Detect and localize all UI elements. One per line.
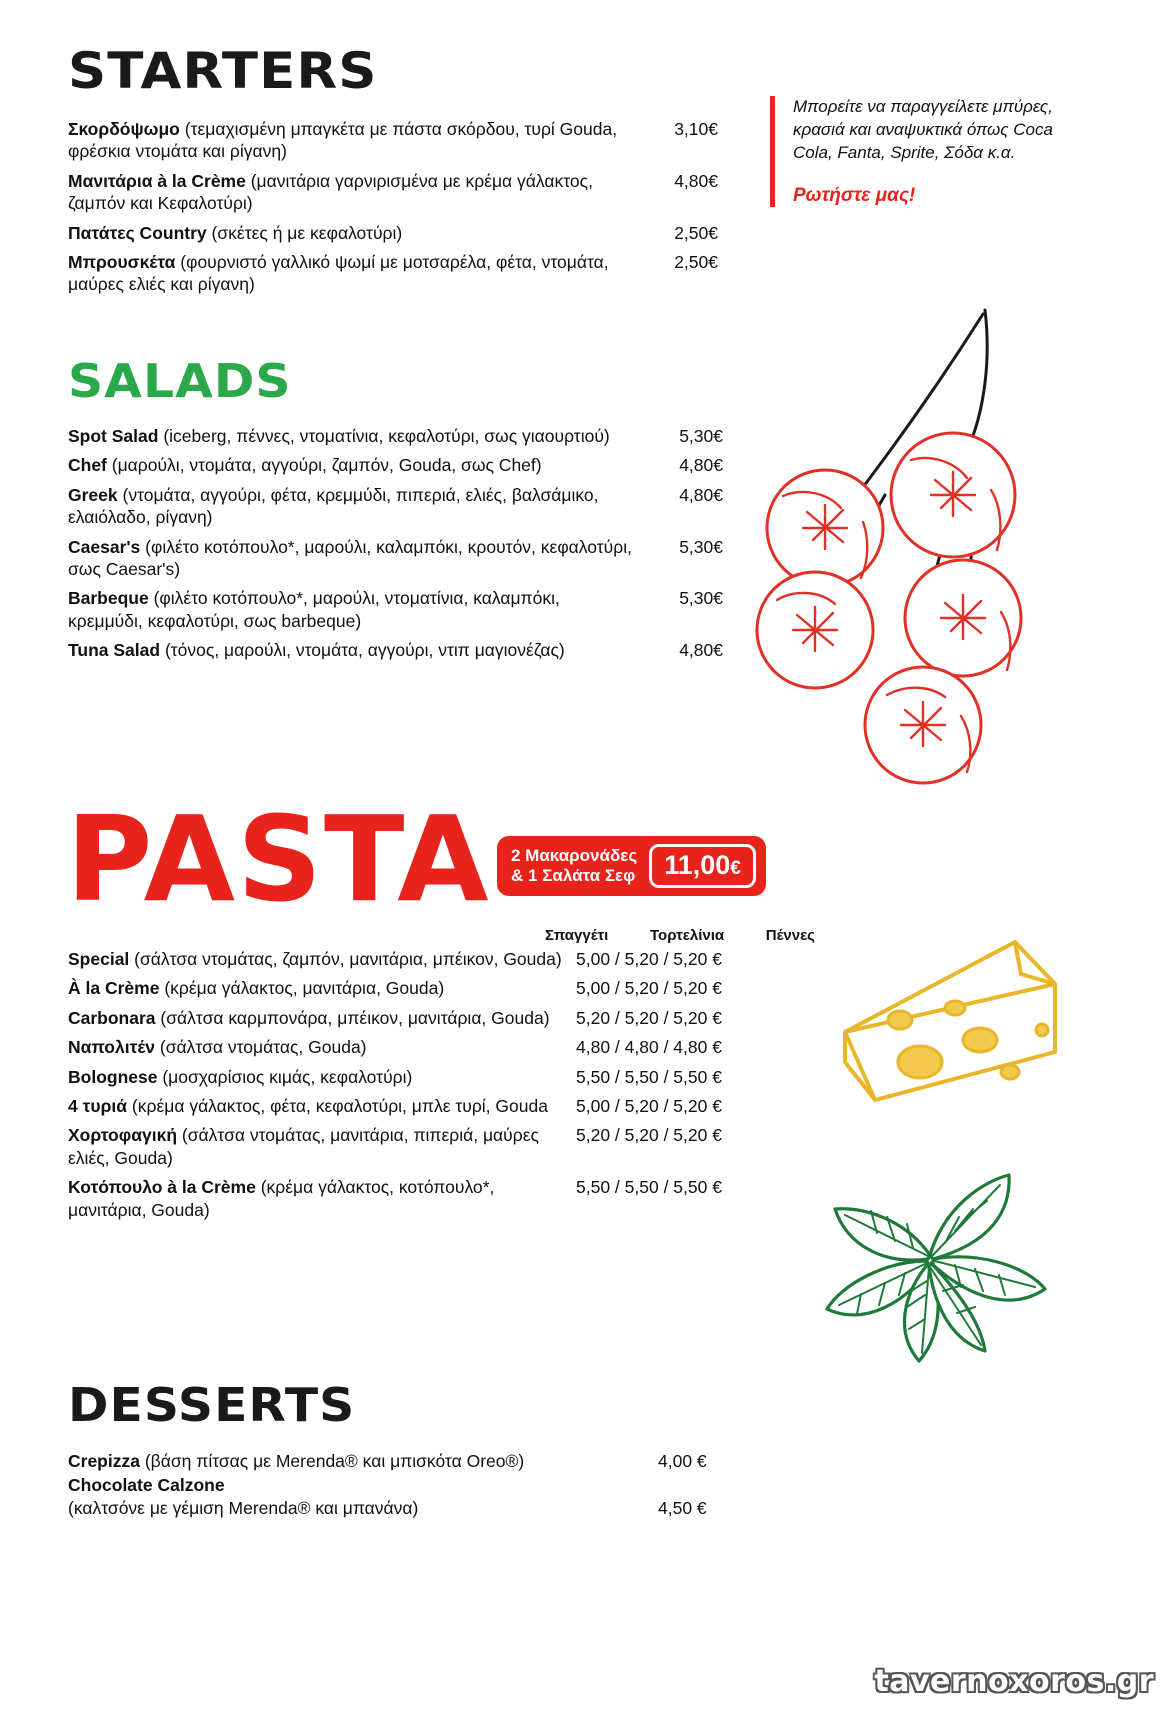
site-watermark: tavernoxoros.gr (874, 1664, 1154, 1699)
menu-item-name: 4 τυριά (68, 1095, 128, 1116)
menu-item-desc: (μανιτάρια γαρνιρισμένα με κρέμα γάλακτος, ζαμπόν και Κεφαλοτύρι) (68, 170, 593, 214)
menu-item-desc: (φιλέτο κοτόπουλο*, μαρούλι, ντοματίνια, καλαμπόκι, κρεμμύδι, κεφαλοτύρι, σως barbeque) (68, 588, 560, 631)
menu-item (68, 222, 718, 244)
menu-item-desc: (τόνος, μαρούλι, ντομάτα, αγγούρι, ντιπ μαγιονέζας) (164, 640, 565, 661)
menu-item-name: Χορτοφαγική (68, 1125, 178, 1146)
menu-item-name: Caesar's (68, 536, 141, 557)
menu-item-price: 5,00 / 5,20 / 5,20 € (576, 1095, 722, 1116)
menu-item-text (68, 1124, 568, 1169)
menu-item-name: Crepizza (68, 1451, 140, 1471)
menu-item-price: 5,30€ (679, 426, 723, 446)
menu-item-name: Greek (68, 484, 118, 505)
menu-item-text (68, 948, 568, 970)
menu-item-price: 4,80€ (679, 455, 723, 476)
menu-item (68, 587, 723, 632)
menu-item (68, 1450, 768, 1472)
menu-item (68, 948, 808, 970)
menu-item (68, 639, 723, 661)
menu-item-price: 4,00 € (658, 1451, 707, 1471)
desserts-item-list (68, 1450, 768, 1521)
pasta-column-spaghetti: Σπαγγέτι (545, 927, 609, 944)
menu-item-text (68, 1066, 568, 1088)
menu-item-name: Μανιτάρια à la Crème (68, 170, 246, 191)
menu-item (68, 1007, 808, 1029)
menu-item (68, 251, 718, 296)
menu-item (68, 1474, 768, 1519)
menu-item-price: 5,30€ (679, 536, 723, 557)
salads-section-title: SALADS (68, 354, 292, 408)
menu-item-text (68, 1007, 568, 1029)
starters-section-title: STARTERS (68, 42, 378, 100)
menu-item-price: 4,80€ (679, 640, 723, 661)
menu-item (68, 1095, 808, 1117)
menu-item-text (68, 484, 637, 529)
pasta-item-list (68, 948, 808, 1228)
salads-item-list (68, 425, 723, 669)
menu-item (68, 977, 808, 999)
menu-item (68, 1066, 808, 1088)
pasta-section-title: PASTA (66, 790, 491, 928)
menu-item (68, 484, 723, 529)
menu-item-name: Carbonara (68, 1007, 156, 1028)
menu-item-text (68, 587, 637, 632)
menu-item-name: Spot Salad (68, 426, 159, 446)
tomatoes-illustration (735, 300, 1065, 805)
drinks-note-cta: Ρωτήστε μας! (793, 184, 916, 206)
menu-item-desc: (κρέμα γάλακτος, φέτα, κεφαλοτύρι, μπλε τυρί, Gouda (131, 1095, 548, 1116)
menu-item-name: Tuna Salad (68, 640, 161, 661)
menu-item-price: 2,50€ (674, 251, 718, 272)
menu-item-name: Chocolate Calzone (68, 1475, 225, 1496)
menu-item-text (68, 222, 632, 244)
menu-item (68, 118, 718, 163)
menu-item-name: Ναπολιτέν (68, 1037, 156, 1058)
menu-item-text (68, 1176, 568, 1221)
menu-item-name: Special (68, 949, 130, 969)
menu-item-price: 4,50 € (658, 1497, 707, 1518)
pasta-offer-price (649, 844, 756, 888)
pasta-column-headers (545, 927, 815, 944)
menu-item-name: Κοτόπουλο à la Crème (68, 1177, 256, 1198)
menu-item (68, 454, 723, 476)
menu-item (68, 1036, 808, 1058)
starters-item-list (68, 118, 718, 303)
menu-item-price: 5,00 / 5,20 / 5,20 € (576, 978, 722, 999)
pasta-offer-text (511, 846, 637, 886)
menu-item-desc: (βάση πίτσας με Merenda® και μπισκότα Oreo®) (144, 1451, 525, 1471)
pasta-offer-price-value: 11,00 (664, 850, 731, 880)
menu-item-desc: (ντομάτα, αγγούρι, φέτα, κρεμμύδι, πιπεριά, ελιές, βαλσάμικο, ελαιόλαδο, ρίγανη) (68, 484, 599, 528)
menu-item (68, 1124, 808, 1169)
menu-item-text (68, 425, 637, 447)
menu-item-price: 4,80€ (674, 170, 718, 191)
pasta-offer-currency: € (730, 858, 741, 879)
menu-item-text (68, 1474, 648, 1519)
pasta-column-tortellini: Τορτελίνια (650, 927, 725, 944)
menu-item-desc: (μαρούλι, ντομάτα, αγγούρι, ζαμπόν, Gouda, σως Chef) (111, 455, 542, 476)
menu-item-desc: (σκέτες ή με κεφαλοτύρι) (211, 222, 403, 243)
pasta-column-penne: Πέννες (765, 927, 815, 944)
menu-item-desc: (iceberg, πέννες, ντοματίνια, κεφαλοτύρι, σως γιαουρτιού) (163, 426, 610, 446)
menu-item (68, 536, 723, 581)
menu-item-price: 3,10€ (674, 119, 718, 139)
menu-item-price: 4,80 / 4,80 / 4,80 € (576, 1037, 722, 1058)
drinks-note (770, 96, 1093, 207)
menu-item-desc: (φουρνιστό γαλλικό ψωμί με μοτσαρέλα, φέτα, ντομάτα, μαύρες ελιές και ρίγανη) (68, 251, 609, 295)
menu-item-desc: (σάλτσα ντομάτας, μανιτάρια, πιπεριά, μαύρες ελιές, Gouda) (68, 1125, 539, 1168)
menu-item (68, 425, 723, 447)
menu-item-desc: (κρέμα γάλακτος, κοτόπουλο*, μανιτάρια, Gouda) (68, 1177, 495, 1220)
menu-item-name: Bolognese (68, 1066, 158, 1087)
menu-item-text (68, 536, 637, 581)
desserts-section-title: DESSERTS (68, 1378, 356, 1432)
menu-item-price: 5,30€ (679, 588, 723, 609)
menu-item (68, 170, 718, 215)
menu-item-price: 5,20 / 5,20 / 5,20 € (576, 1125, 722, 1146)
menu-item-price: 5,50 / 5,50 / 5,50 € (576, 1177, 722, 1198)
menu-item-price: 5,50 / 5,50 / 5,50 € (576, 1066, 722, 1087)
menu-item-text (68, 118, 632, 163)
menu-item-text (68, 1095, 568, 1117)
pasta-offer-line2: & 1 Σαλάτα Σεφ (511, 866, 636, 885)
menu-item-text (68, 251, 632, 296)
menu-item-name: Chef (68, 455, 107, 476)
menu-item-name: Μπρουσκέτα (68, 251, 176, 272)
menu-item-text (68, 1450, 648, 1472)
menu-item-text (68, 454, 637, 476)
drinks-note-text: Μπορείτε να παραγγείλετε μπύρες, κρασιά και αναψυκτικά όπως Coca Cola, Fanta, Sprite, Σόδα κ.α. (793, 97, 1053, 162)
basil-illustration (795, 1155, 1065, 1370)
menu-item-text (68, 170, 632, 215)
menu-item-price: 2,50€ (674, 222, 718, 243)
menu-item-price: 5,20 / 5,20 / 5,20 € (576, 1007, 722, 1028)
menu-item-price: 5,00 / 5,20 / 5,20 € (576, 949, 722, 969)
menu-item-desc: (τεμαχισμένη μπαγκέτα με πάστα σκόρδου, τυρί Gouda, φρέσκια ντομάτα και ρίγανη) (68, 119, 618, 162)
menu-item (68, 1176, 808, 1221)
menu-item-desc: (μοσχαρίσιος κιμάς, κεφαλοτύρι) (162, 1066, 413, 1087)
menu-item-text (68, 639, 637, 661)
menu-item-name: Πατάτες Country (68, 222, 207, 243)
menu-item-desc: (φιλέτο κοτόπουλο*, μαρούλι, καλαμπόκι, κρουτόν, κεφαλοτύρι, σως Caesar's) (68, 536, 632, 579)
menu-item-text (68, 977, 568, 999)
menu-item-name: À la Crème (68, 978, 160, 999)
menu-item-desc: (καλτσόνε με γέμιση Merenda® και μπανάνα) (68, 1497, 419, 1518)
menu-item-desc: (κρέμα γάλακτος, μανιτάρια, Gouda) (164, 978, 445, 999)
cheese-illustration (805, 912, 1075, 1127)
menu-item-name: Barbeque (68, 588, 149, 609)
menu-item-desc: (σάλτσα καρμπονάρα, μπέικον, μανιτάρια, Gouda) (160, 1007, 550, 1028)
menu-item-price: 4,80€ (679, 484, 723, 505)
menu-item-name: Σκορδόψωμο (68, 119, 180, 139)
menu-item-desc: (σάλτσα ντομάτας, ζαμπόν, μανιτάρια, μπέικον, Gouda) (134, 949, 562, 969)
menu-item-desc: (σάλτσα ντομάτας, Gouda) (159, 1037, 367, 1058)
pasta-offer-line1: 2 Μακαρονάδες (511, 845, 638, 865)
menu-item-text (68, 1036, 568, 1058)
pasta-offer-badge (497, 836, 766, 896)
